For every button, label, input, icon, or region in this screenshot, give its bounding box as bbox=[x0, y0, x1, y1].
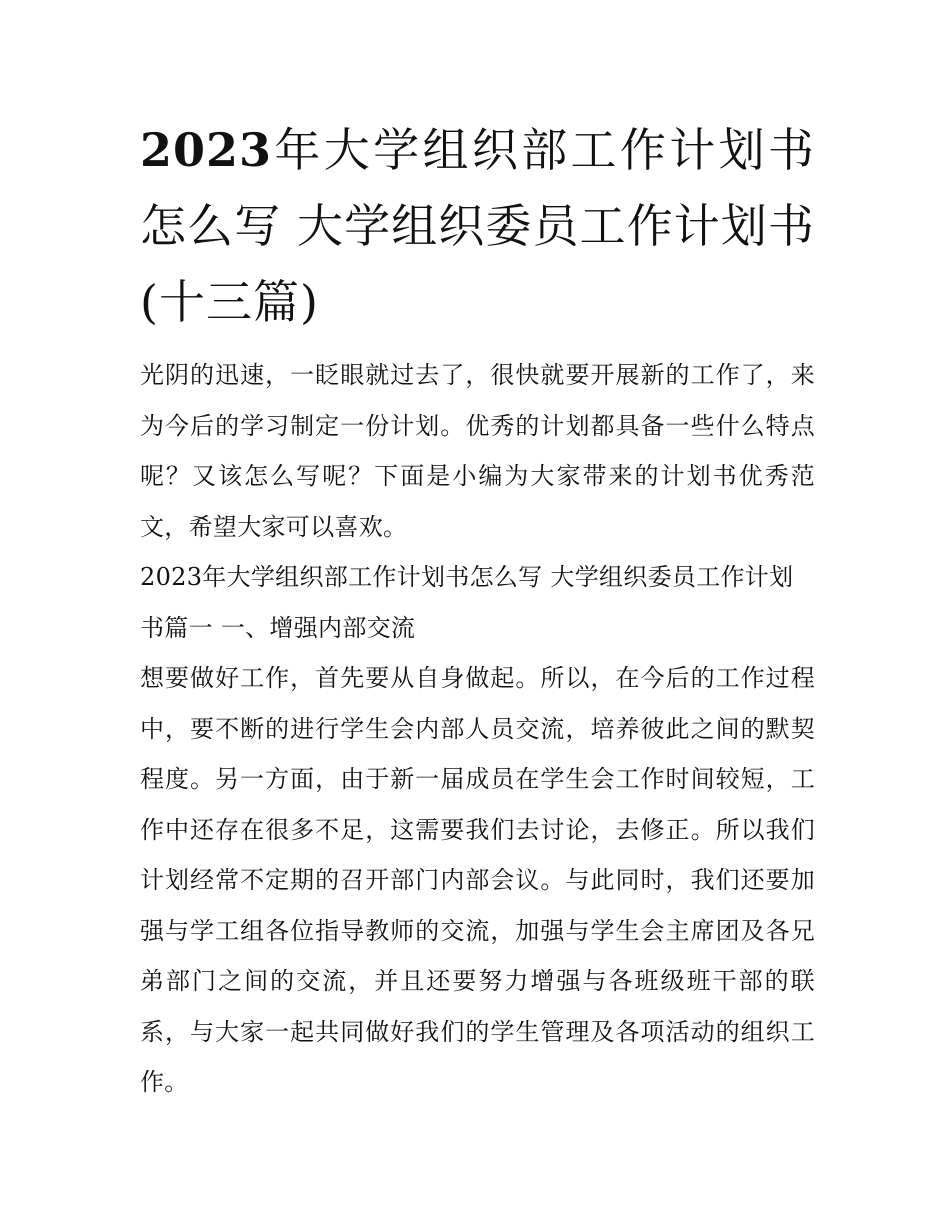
title-year: 2023 bbox=[140, 123, 273, 177]
title-text: 年大学组织部工作计划书怎么写 大学组织委员工作计划书(十三篇) bbox=[140, 123, 815, 329]
body-paragraph: 想要做好工作，首先要从自身做起。所以，在今后的工作过程中，要不断的进行学生会内部人员交流，培养彼此之间的默契程度。另一方面，由于新一届成员在学生会工作时间较短，工作中还存在很多不足，这需要我们去讨论，去修正。所以我们计划经常不定期的召开部门内部会议。与此同时，我们还要加强与学工组各位指导教师的交流，加强与学生会主席团及各兄弟部门之间的交流，并且还要努力增强与各班级班干部的联系，与大家一起共同做好我们的学生管理及各项活动的组织工作。 bbox=[140, 664, 815, 1096]
section-heading: 2023年大学组织部工作计划书怎么写 大学组织委员工作计划书篇一 一、增强内部交流 bbox=[140, 563, 794, 642]
document-page bbox=[140, 112, 815, 1108]
document-title bbox=[140, 112, 815, 340]
intro-paragraph: 光阴的迅速，一眨眼就过去了，很快就要开展新的工作了，来为今后的学习制定一份计划。优秀的计划都具备一些什么特点呢？又该怎么写呢？下面是小编为大家带来的计划书优秀范文，希望大家可以喜欢。 bbox=[140, 361, 815, 541]
